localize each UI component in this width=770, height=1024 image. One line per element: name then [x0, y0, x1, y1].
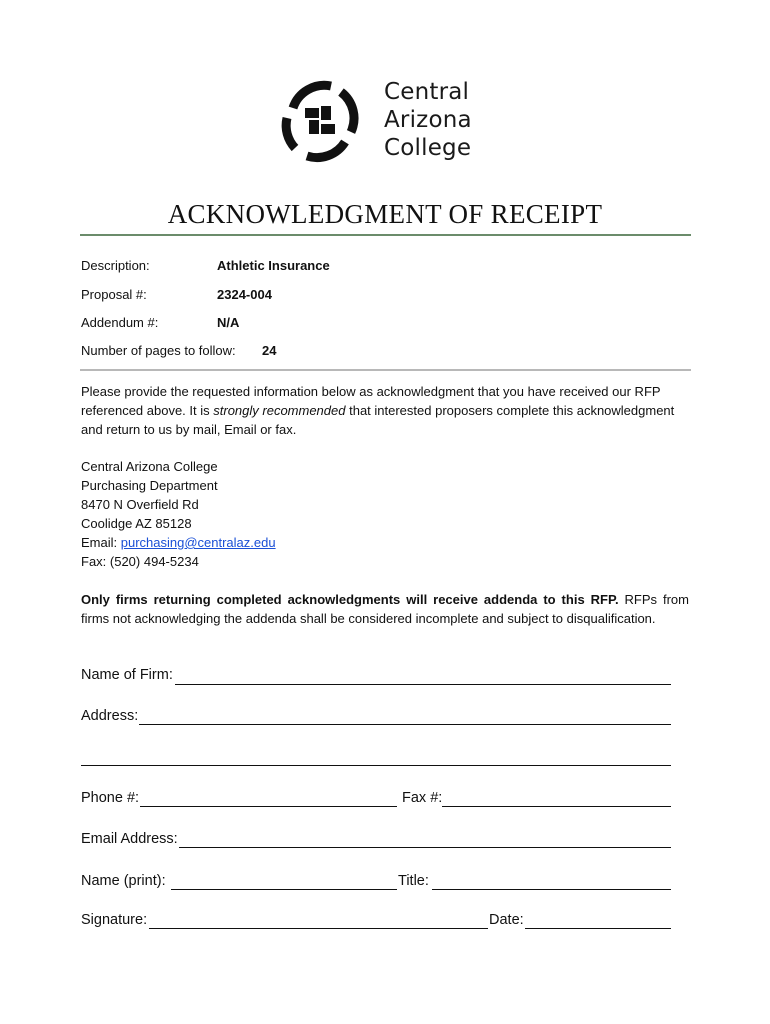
cac-circle-logo-icon: [279, 78, 361, 164]
address-input-line[interactable]: [139, 724, 671, 725]
address-line-4: Coolidge AZ 85128: [81, 516, 192, 531]
description-value: Athletic Insurance: [217, 258, 330, 273]
notice-paragraph: Only firms returning completed acknowledgments will receive addenda to this RFP. RFPs from firms not acknowledging the addenda shall be considered incomplete and subject to disqualification.: [81, 592, 689, 626]
address-line-2: Purchasing Department: [81, 478, 218, 493]
date-label: Date:: [489, 912, 524, 928]
proposal-label: Proposal #:: [81, 287, 147, 302]
title-divider: [80, 234, 691, 236]
address-label: Address:: [81, 708, 139, 724]
pages-value: 24: [262, 343, 277, 358]
logo-wordmark: [384, 78, 472, 162]
address-email-row: Email: purchasing@centralaz.edu: [81, 535, 276, 550]
address-line-3: 8470 N Overfield Rd: [81, 497, 199, 512]
instructions-paragraph: Please provide the requested information below as acknowledgment that you have received our RFP referenced above. It is strongly recommended that interested proposers complete this acknowledgment and return to us by mail, Email or fax.: [81, 384, 675, 437]
page-title: ACKNOWLEDGMENT OF RECEIPT: [167, 199, 603, 229]
address-fax: Fax: (520) 494-5234: [81, 554, 199, 569]
pages-label: Number of pages to follow:: [81, 343, 236, 358]
phone-input-line[interactable]: [140, 806, 397, 807]
fax-input-line[interactable]: [442, 806, 671, 807]
address-line-1: Central Arizona College: [81, 459, 218, 474]
name-input-line[interactable]: [171, 889, 397, 890]
phone-label: Phone #:: [81, 790, 140, 806]
mailing-address: [81, 457, 276, 571]
logo-line-3: College: [384, 135, 472, 161]
date-input-line[interactable]: [525, 928, 671, 929]
signature-label: Signature:: [81, 912, 148, 928]
email-input-line[interactable]: [179, 847, 671, 848]
email-link[interactable]: purchasing@centralaz.edu: [120, 535, 276, 550]
addendum-value: N/A: [217, 315, 240, 330]
name-print-label: Name (print):: [81, 873, 166, 889]
email-address-label: Email Address:: [81, 831, 178, 847]
logo-line-2: Arizona: [384, 107, 472, 133]
section-divider: [80, 369, 691, 371]
fax-label: Fax #:: [402, 790, 443, 806]
logo-line-1: Central: [384, 79, 470, 105]
addendum-label: Addendum #:: [81, 315, 159, 330]
title-label: Title:: [398, 873, 429, 889]
proposal-value: 2324-004: [217, 287, 272, 302]
description-label: Description:: [81, 258, 150, 273]
address-input-line-2[interactable]: [81, 765, 671, 766]
firm-input-line[interactable]: [175, 684, 671, 685]
title-input-line[interactable]: [432, 889, 671, 890]
firm-label: Name of Firm:: [81, 667, 173, 683]
signature-input-line[interactable]: [149, 928, 488, 929]
